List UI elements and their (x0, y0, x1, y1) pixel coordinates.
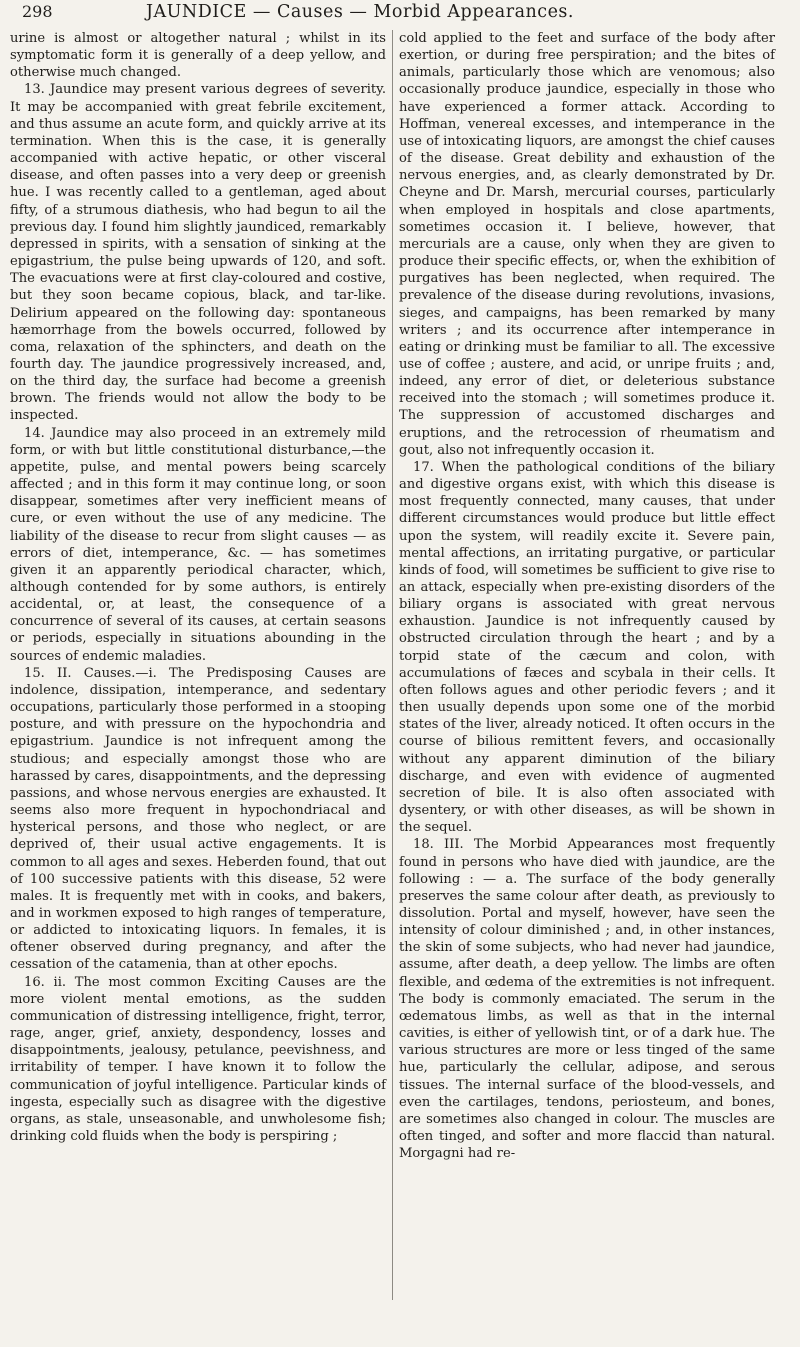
paragraph: cold applied to the feet and surface of the body after exertion, or during free perspiration; and the bites of animals, particularly those which are venomous; also occasionally produce jaundice, especially in those who have experienced a former attack. According to Hoffman, venereal excesses, and intemperance in the use of intoxicating liquors, are amongst the chief causes of the disease. Great debility and exhaustion of the nervous energies, and, as clearly demonstrated by Dr. Cheyne and Dr. Marsh, mercurial courses, particularly when employed in hospitals and close apartments, sometimes occasion it. I believe, however, that mercurials are a cause, only when they are given to produce their specific effects, or, when the exhibition of purgatives has been neglected, when required. The prevalence of the disease during revolutions, invasions, sieges, and campaigns, has been remarked by many writers ; and its occurrence after intemperance in eating or drinking must be familiar to all. The excessive use of coffee ; austere, and acid, or unripe fruits ; and, indeed, any error of diet, or deleterious substance received into the stomach ; will sometimes produce it. The suppression of accustomed discharges and eruptions, and the retrocession of rheumatism and gout, also not infrequently occasion it. (399, 31, 775, 458)
paragraph: 18. III. The Morbid Appearances most frequently found in persons who have died with jaundice, are the following : — a. The surface of the body generally preserves the same colour after death, as previously to dissolution. Portal and myself, however, have seen the intensity of colour diminished ; and, in other instances, the skin of some subjects, who had never had jaundice, assume, after death, a deep yellow. The limbs are often flexible, and œdema of the extremities is not infrequent. The body is commonly emaciated. The serum in the œdematous limbs, as well as that in the internal cavities, is either of yellowish tint, or of a dark hue. The various structures are more or less tinged of the same hue, particularly the cellular, adipose, and serous tissues. The internal surface of the blood-vessels, and even the cartilages, tendons, periosteum, and bones, are sometimes also changed in colour. The muscles are often tinged, and softer and more flaccid than natural. Morgagni had re- (399, 837, 775, 1162)
left-column (10, 30, 386, 1145)
right-column (399, 30, 775, 1162)
paragraph: 17. When the pathological conditions of the biliary and digestive organs exist, with which this disease is most frequently connected, many causes, that under different circumstances would produce but little effect upon the system, will readily excite it. Severe pain, mental affections, an irritating purgative, or particular kinds of food, will sometimes be sufficient to give rise to an attack, especially when pre-existing disorders of the biliary organs is associated with great nervous exhaustion. Jaundice is not infrequently caused by obstructed circulation through the heart ; and by a torpid state of the cæcum and colon, with accumulations of fæces and scybala in their cells. It often follows agues and other periodic fevers ; and it then usually depends upon some one of the morbid states of the liver, already noticed. It often occurs in the course of bilious remittent fevers, and occasionally without any apparent diminution of the biliary discharge, and even with evidence of augmented secretion of bile. It is also often associated with dysentery, or with other diseases, as will be shown in the sequel. (399, 459, 775, 836)
paragraph: 13. Jaundice may present various degrees of severity. It may be accompanied with great febrile excitement, and thus assume an acute form, and quickly arrive at its termination. When this is the case, it is generally accompanied with active hepatic, or other visceral disease, and often passes into a very deep or greenish hue. I was recently called to a gentleman, aged about fifty, of a strumous diathesis, who had begun to ail the previous day. I found him slightly jaundiced, remarkably depressed in spirits, with a sensation of sinking at the epigastrium, the pulse being upwards of 120, and soft. The evacuations were at first clay-coloured and costive, but they soon became copious, black, and tar-like. Delirium appeared on the following day: spontaneous hæmorrhage from the bowels occurred, followed by coma, relaxation of the sphincters, and death on the fourth day. The jaundice progressively increased, and, on the third day, the surface had become a greenish brown. The friends would not allow the body to be inspected. (10, 82, 386, 424)
page-header (0, 0, 800, 30)
paragraph: 16. ii. The most common Exciting Causes are the more violent mental emotions, as the sudden communication of distressing intelligence, fright, terror, rage, anger, grief, anxiety, despondency, losses and disappointments, jealousy, petulance, peevishness, and irritability of temper. I have known it to follow the communication of joyful intelligence. Particular kinds of ingesta, especially such as disagree with the digestive organs, as stale, unseasonable, and unwholesome fish; drinking cold fluids when the body is perspiring ; (10, 974, 386, 1144)
paragraph: 15. II. Causes.—i. The Predisposing Causes are indolence, dissipation, intemperance, and sedentary occupations, particularly those performed in a stooping posture, and with pressure on the hypochondria and epigastrium. Jaundice is not infrequent among the studious; and especially amongst those who are harassed by cares, disappointments, and the depressing passions, and whose nervous energies are exhausted. It seems also more frequent in hypochondriacal and hysterical persons, and those who neglect, or are deprived of, their usual active engagements. It is common to all ages and sexes. Heberden found, that out of 100 successive patients with this disease, 52 were males. It is frequently met with in cooks, and bakers, and in workmen exposed to high ranges of temperature, or addicted to intoxicating liquors. In females, it is oftener observed during pregnancy, and after the cessation of the catamenia, than at other epochs. (10, 665, 386, 973)
running-head: JAUNDICE — Causes — Morbid Appearances. (146, 2, 574, 22)
paragraph: 14. Jaundice may also proceed in an extremely mild form, or with but little constitutional disturbance,—the appetite, pulse, and mental powers being scarcely affected ; and in this form it may continue long, or soon disappear, sometimes after very inefficient means of cure, or even without the use of any medicine. The liability of the disease to recur from slight causes — as errors of diet, intemperance, &c. — has sometimes given it an apparently periodical character, which, although contended for by some authors, is entirely accidental, or, at least, the consequence of a concurrence of several of its causes, at certain seasons or periods, especially in situations abounding in the sources of endemic maladies. (10, 425, 386, 664)
paragraph: urine is almost or altogether natural ; whilst in its symptomatic form it is generally of a deep yellow, and otherwise much changed. (10, 31, 386, 81)
page-number: 298 (22, 2, 53, 21)
column-divider (392, 30, 393, 1300)
